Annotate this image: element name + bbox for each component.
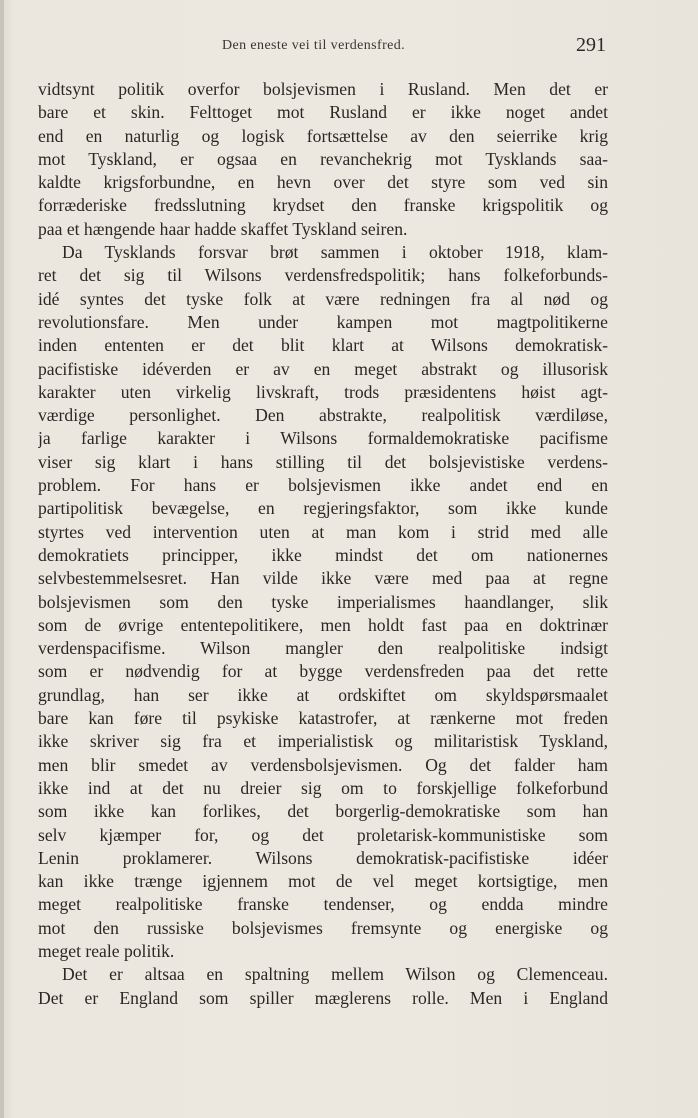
text-line: grundlag, han ser ikke at ordskiftet om skyldspørsmaalet xyxy=(38,684,608,705)
text-line: selv kjæmper for, og det proletarisk-kommunistiske som xyxy=(38,824,608,845)
text-line: bolsjevismen som den tyske imperialismes haandlanger, slik xyxy=(38,591,608,612)
text-line: ikke ind at det nu dreier sig om to forskjellige folkeforbund xyxy=(38,777,608,798)
text-line: selvbestemmelsesret. Han vilde ikke være med paa at regne xyxy=(38,568,608,589)
text-line: som er nødvendig for at bygge verdensfreden paa det rette xyxy=(38,661,608,682)
text-line: paa et hængende haar hadde skaffet Tyskland seiren. xyxy=(38,218,408,239)
text-line: Lenin proklamerer. Wilsons demokratisk-pacifistiske idéer xyxy=(38,847,608,868)
text-line: inden ententen er det blit klart at Wilsons demokratisk- xyxy=(38,335,608,356)
text-line: mot Tyskland, er ogsaa en revanchekrig mot Tysklands saa- xyxy=(38,148,608,169)
text-line: end en naturlig og logisk fortsættelse av den seierrike krig xyxy=(38,125,608,146)
page-header xyxy=(0,34,698,64)
text-line: meget reale politik. xyxy=(38,940,175,961)
text-line: vidtsynt politik overfor bolsjevismen i Rusland. Men det er xyxy=(38,79,608,99)
text-line: karakter uten virkelig livskraft, trods præsidentens høist agt- xyxy=(38,381,608,402)
text-line: Det er altsaa en spaltning mellem Wilson og Clemenceau. xyxy=(62,964,608,985)
text-line: forræderiske fredsslutning krydset den franske krigspolitik og xyxy=(38,195,608,216)
text-line: viser sig klart i hans stilling til det bolsjevistiske verdens- xyxy=(38,451,608,472)
body-text xyxy=(38,78,608,1010)
text-line: men blir smedet av verdensbolsjevismen. Og det falder ham xyxy=(38,754,608,775)
page-number: 291 xyxy=(576,34,606,56)
text-line: verdenspacifisme. Wilson mangler den realpolitiske indsigt xyxy=(38,638,608,659)
text-line: demokratiets principper, ikke mindst det om nationernes xyxy=(38,544,608,565)
text-line: idé syntes det tyske folk at være redningen fra al nød og xyxy=(38,288,608,309)
text-line: ja farlige karakter i Wilsons formaldemokratiske pacifisme xyxy=(38,428,608,449)
text-line: meget realpolitiske franske tendenser, og endda mindre xyxy=(38,894,608,915)
text-line: ret det sig til Wilsons verdensfredspolitik; hans folkeforbunds- xyxy=(38,265,608,286)
text-line: som de øvrige ententepolitikere, men holdt fast paa en doktrinær xyxy=(38,614,608,635)
page-gutter-edge xyxy=(0,0,4,1118)
text-line: bare et skin. Felttoget mot Rusland er ikke noget andet xyxy=(38,102,608,123)
text-line: bare kan føre til psykiske katastrofer, at rænkerne mot freden xyxy=(38,708,608,729)
text-line: Det er England som spiller mæglerens rolle. Men i England xyxy=(38,987,608,1008)
text-line: Da Tysklands forsvar brøt sammen i oktober 1918, klam- xyxy=(62,242,608,263)
text-line: pacifistiske idéverden er av en meget abstrakt og illusorisk xyxy=(38,358,608,379)
text-line: styrtes ved intervention uten at man kom i strid med alle xyxy=(38,521,608,542)
text-line: problem. For hans er bolsjevismen ikke andet end en xyxy=(38,475,608,496)
text-line: som ikke kan forlikes, det borgerlig-demokratiske som han xyxy=(38,801,608,822)
text-line: kan ikke trænge igjennem mot de vel meget kortsigtige, men xyxy=(38,871,608,892)
text-line: revolutionsfare. Men under kampen mot magtpolitikerne xyxy=(38,311,608,332)
text-line: kaldte krigsforbundne, en hevn over det styre som ved sin xyxy=(38,172,608,193)
text-line: mot den russiske bolsjevismes fremsynte og energiske og xyxy=(38,917,608,938)
text-line: ikke skriver sig fra et imperialistisk og militaristisk Tyskland, xyxy=(38,731,608,752)
text-line: partipolitisk bevægelse, en regjeringsfaktor, som ikke kunde xyxy=(38,498,608,519)
running-title: Den eneste vei til verdensfred. xyxy=(222,38,406,53)
text-line: værdige personlighet. Den abstrakte, realpolitisk værdiløse, xyxy=(38,405,608,426)
